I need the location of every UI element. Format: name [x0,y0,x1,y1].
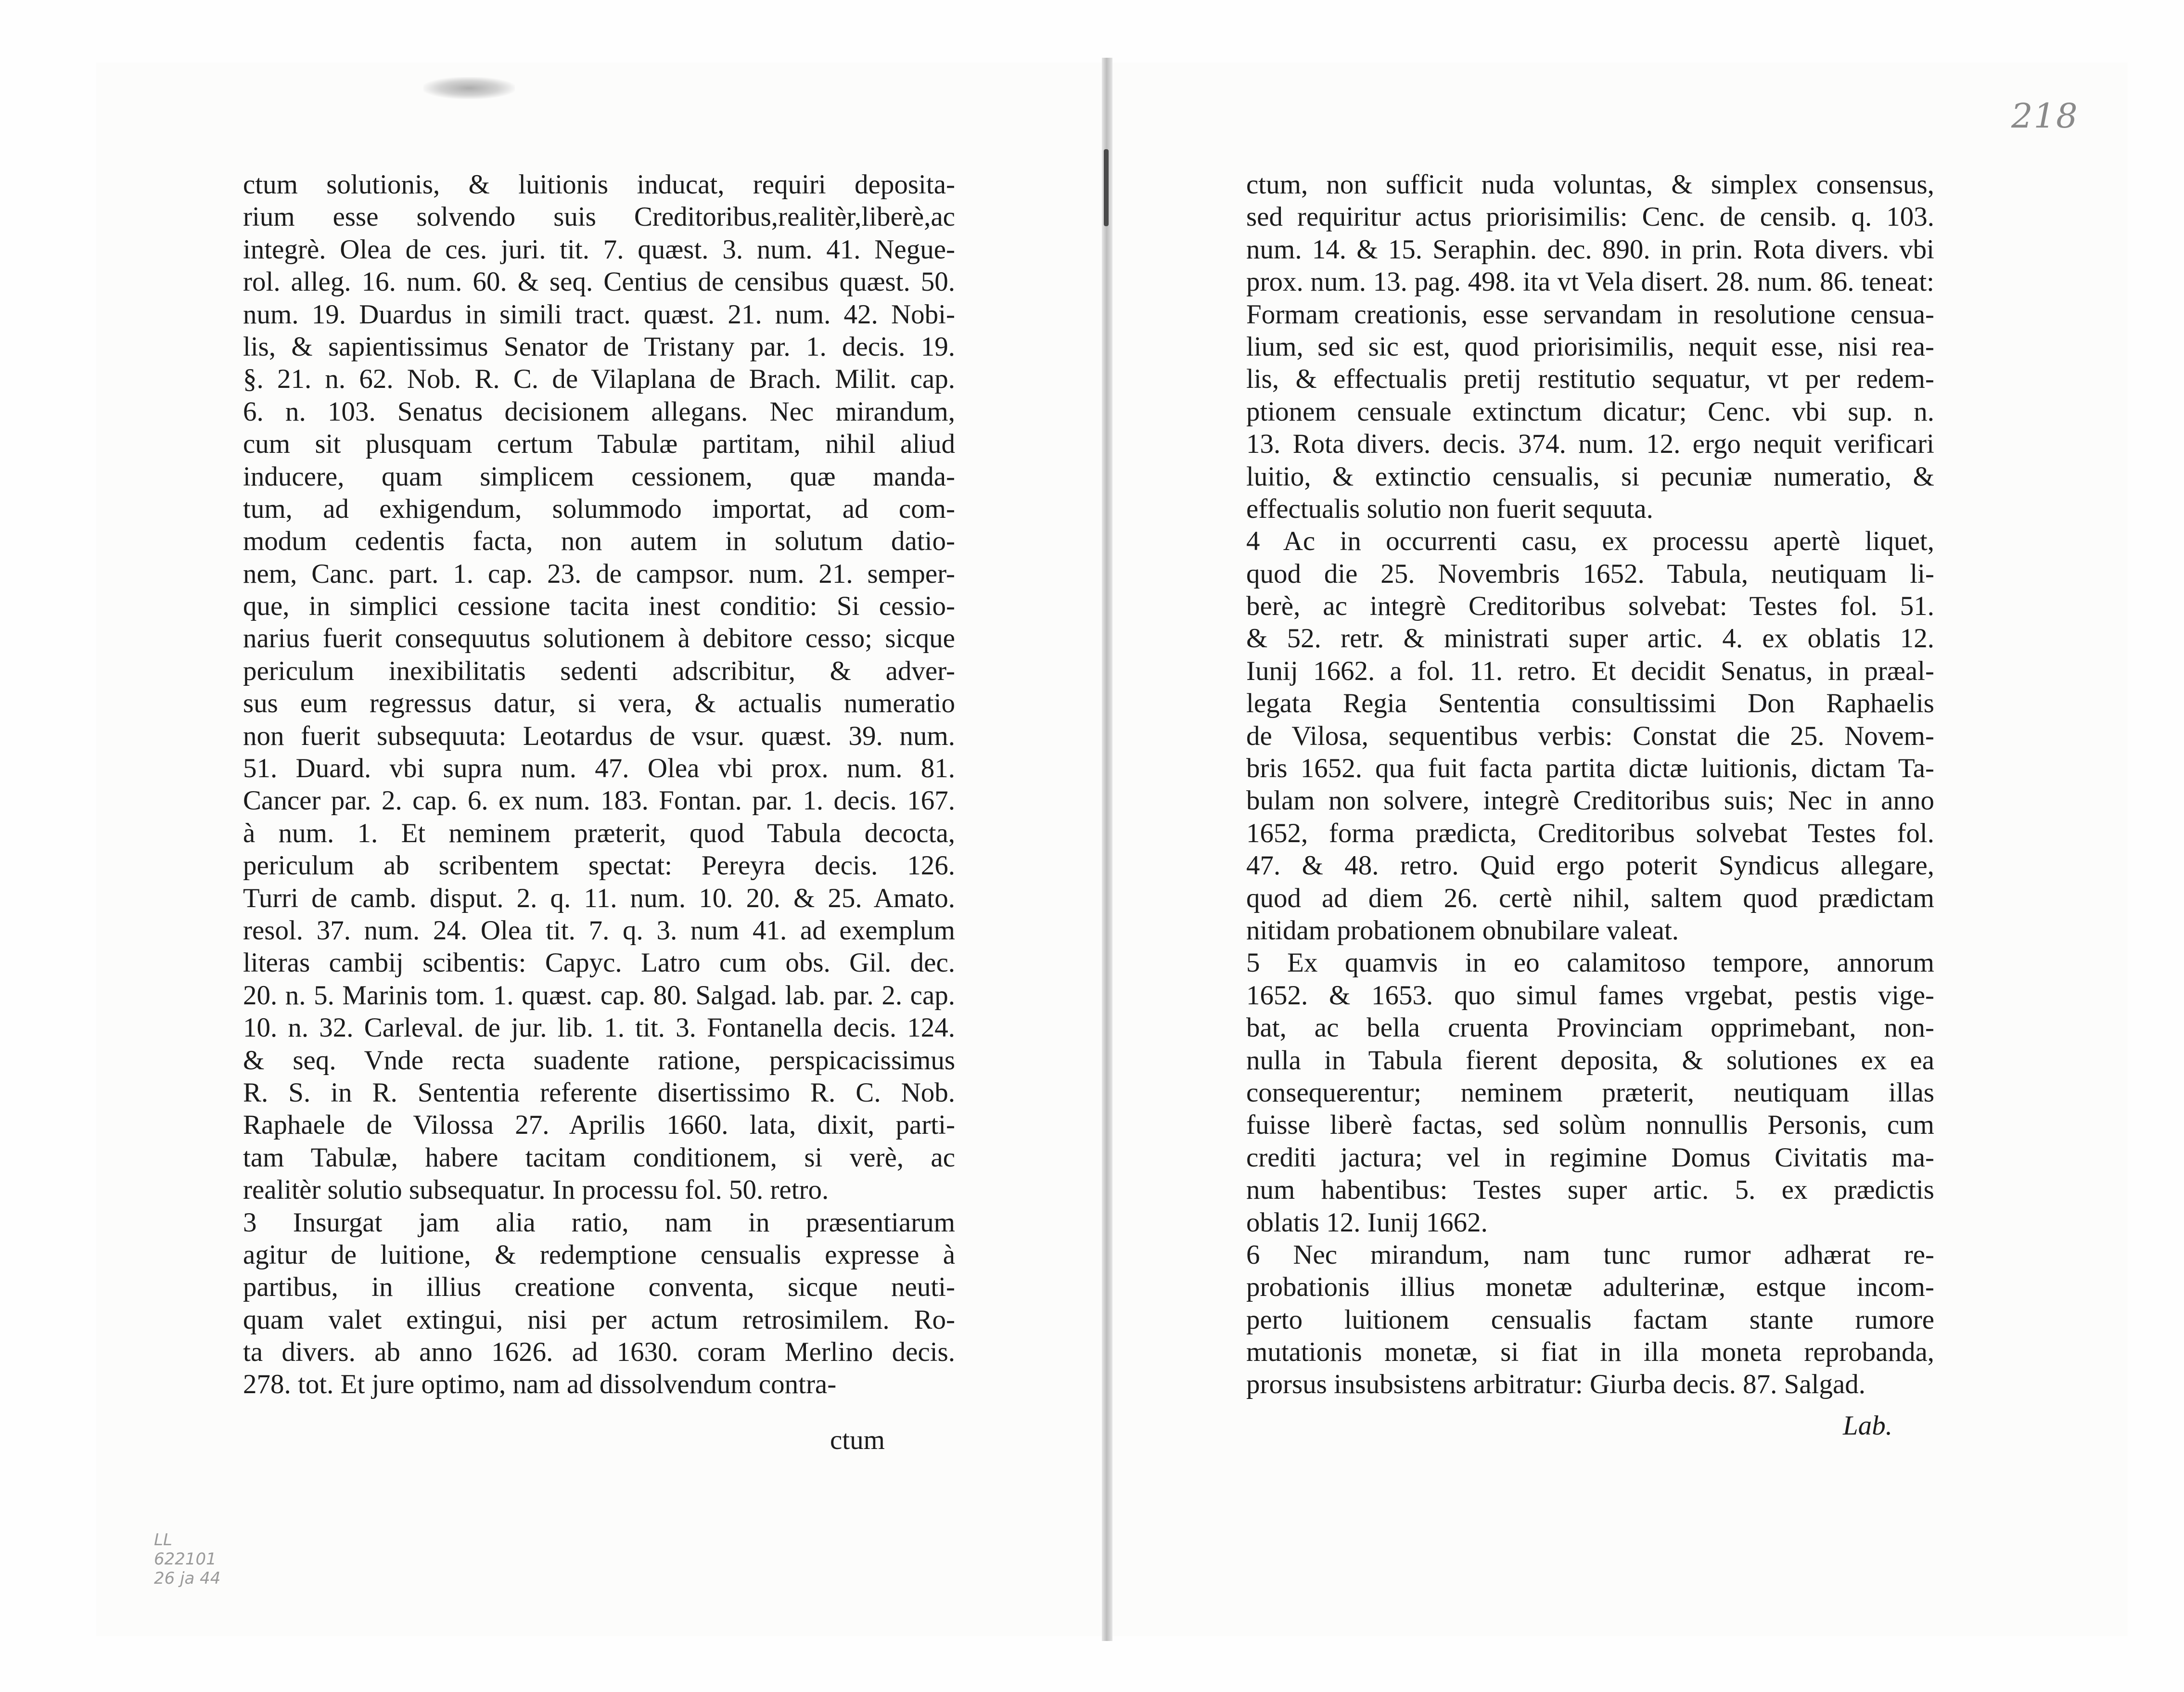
text-line: mutationis monetæ, si fiat in illa moneta reprobanda, [1246,1337,1934,1368]
text-line: consequerentur; neminem præterit, neutiquam illas [1246,1077,1934,1108]
text-line: perto luitionem censualis factam stante rumore [1246,1304,1934,1335]
text-line: sus eum regressus datur, si vera, & actualis numeratio [243,688,955,719]
text-line: lium, sed sic est, quod priorisimilis, nequit esse, nisi rea- [1246,331,1934,362]
text-line: 51. Duard. vbi supra num. 47. Olea vbi prox. num. 81. [243,753,955,784]
text-line: quod die 25. Novembris 1652. Tabula, neutiquam li- [1246,558,1934,589]
text-line: narius fuerit consequutus solutionem à debitore cesso; sicque [243,623,955,654]
text-line: 10. n. 32. Carleval. de jur. lib. 1. tit. 3. Fontanella decis. 124. [243,1013,955,1043]
text-line: Formam creationis, esse servandam in resolutione censua- [1246,299,1934,330]
text-line: prox. num. 13. pag. 498. ita vt Vela disert. 28. num. 86. teneat: [1246,267,1934,297]
text-line: 4 Ac in occurrenti casu, ex processu apertè liquet, [1246,526,1934,557]
text-line: 6. n. 103. Senatus decisionem allegans. Nec mirandum, [243,396,955,427]
text-line: inducere, quam simplicem cessionem, quæ manda- [243,461,955,492]
text-line: crediti jactura; vel in regimine Domus Civitatis ma- [1246,1142,1934,1173]
text-line: legata Regia Sententia consultissimi Don Raphaelis [1246,688,1934,719]
right-catchword: Lab. [1843,1410,1892,1441]
text-line: tum, ad exhigendum, solummodo importat, ad com- [243,493,955,524]
text-line: quod ad diem 26. certè nihil, saltem quod prædictam [1246,883,1934,913]
text-line: de Vilosa, sequentibus verbis: Constat die 25. Novem- [1246,720,1934,751]
text-line: bris 1652. qua fuit facta partita dictæ luitionis, dictam Ta- [1246,753,1934,784]
text-line: que, in simplici cessione tacita inest conditio: Si cessio- [243,591,955,622]
right-text-column [1246,168,1934,1401]
text-line: nitidam probationem obnubilare valeat. [1246,915,1679,946]
text-line: Turri de camb. disput. 2. q. 11. num. 10. 20. & 25. Amato. [243,883,955,913]
text-line: num habentibus: Testes super artic. 5. ex prædictis [1246,1175,1934,1205]
text-line: Raphaele de Vilossa 27. Aprilis 1660. lata, dixit, parti- [243,1110,955,1141]
left-text-column [243,168,955,1401]
text-line: quam valet extingui, nisi per actum retrosimilem. Ro- [243,1304,955,1335]
text-line: tam Tabulæ, habere tacitam conditionem, si verè, ac [243,1142,955,1173]
text-line: lis, & effectualis pretij restitutio sequatur, vt per redem- [1246,364,1934,395]
text-line: prorsus insubsistens arbitratur: Giurba decis. 87. Salgad. [1246,1369,1866,1400]
text-line: periculum inexibilitatis sedenti adscribitur, & adver- [243,655,955,686]
text-line: 13. Rota divers. decis. 374. num. 12. ergo nequit verificari [1246,429,1934,460]
text-line: realitèr solutio subsequatur. In processu fol. 50. retro. [243,1175,829,1205]
text-line: resol. 37. num. 24. Olea tit. 7. q. 3. num 41. ad exemplum [243,915,955,946]
text-line: 3 Insurgat jam alia ratio, nam in præsentiarum [243,1207,955,1238]
text-line: nem, Canc. part. 1. cap. 23. de campsor. num. 21. semper- [243,558,955,589]
text-line: bat, ac bella cruenta Provinciam opprimebant, non- [1246,1013,1934,1043]
text-line: effectualis solutio non fuerit sequuta. [1246,493,1653,524]
text-line: 1652, forma prædicta, Creditoribus solvebat Testes fol. [1246,818,1934,848]
text-line: berè, ac integrè Creditoribus solvebat: Testes fol. 51. [1246,591,1934,622]
text-line: partibus, in illius creatione conventa, sicque neuti- [243,1272,955,1303]
text-line: luitio, & extinctio censualis, si pecuniæ numeratio, & [1246,461,1934,492]
text-line: Iunij 1662. a fol. 11. retro. Et decidit Senatus, in præal- [1246,655,1934,686]
text-line: modum cedentis facta, non autem in solutum datio- [243,526,955,557]
text-line: rium esse solvendo suis Creditoribus,realitèr,liberè,ac [243,202,955,232]
text-line: ctum, non sufficit nuda voluntas, & simplex consensus, [1246,169,1934,200]
text-line: Cancer par. 2. cap. 6. ex num. 183. Fontan. par. 1. decis. 167. [243,785,955,816]
text-line: 5 Ex quamvis in eo calamitoso tempore, annorum [1246,948,1934,978]
text-line: agitur de luitione, & redemptione censualis expresse à [243,1239,955,1270]
text-line: 1652. & 1653. quo simul fames vrgebat, pestis vige- [1246,980,1934,1011]
text-line: ctum solutionis, & luitionis inducat, requiri deposita- [243,169,955,200]
text-line: rol. alleg. 16. num. 60. & seq. Centius de censibus quæst. 50. [243,267,955,297]
text-line: cum sit plusquam certum Tabulæ partitam, nihil aliud [243,429,955,460]
left-catchword: ctum [830,1425,885,1455]
text-line: periculum ab scribentem spectat: Pereyra decis. 126. [243,850,955,881]
ink-smudge [423,77,515,99]
text-line: 47. & 48. retro. Quid ergo poterit Syndicus allegare, [1246,850,1934,881]
text-line: & seq. Vnde recta suadente ratione, perspicacissimus [243,1045,955,1076]
text-line: probationis illius monetæ adulterinæ, estque incom- [1246,1272,1934,1303]
text-line: integrè. Olea de ces. juri. tit. 7. quæst. 3. num. 41. Negue- [243,234,955,265]
text-line: sed requiritur actus priorisimilis: Cenc. de censib. q. 103. [1246,202,1934,232]
folio-number: 218 [2011,96,2079,136]
text-line: à num. 1. Et neminem præterit, quod Tabula decocta, [243,818,955,848]
archive-pencil-note [154,1530,220,1588]
archive-note-line: 26 ja 44 [154,1569,221,1588]
text-line: num. 14. & 15. Seraphin. dec. 890. in prin. Rota divers. vbi [1246,234,1934,265]
text-line: R. S. in R. Sententia referente disertissimo R. C. Nob. [243,1077,955,1108]
text-line: 6 Nec mirandum, nam tunc rumor adhærat re- [1246,1239,1934,1270]
text-line: 20. n. 5. Marinis tom. 1. quæst. cap. 80. Salgad. lab. par. 2. cap. [243,980,955,1011]
archive-note-line: LL [154,1530,172,1550]
text-line: ptionem censuale extinctum dicatur; Cenc. vbi sup. n. [1246,396,1934,427]
text-line: num. 19. Duardus in simili tract. quæst. 21. num. 42. Nobi- [243,299,955,330]
text-line: & 52. retr. & ministrati super artic. 4. ex oblatis 12. [1246,623,1934,654]
text-line: 278. tot. Et jure optimo, nam ad dissolvendum contra- [243,1369,837,1400]
text-line: ta divers. ab anno 1626. ad 1630. coram Merlino decis. [243,1337,955,1368]
text-line: bulam non solvere, integrè Creditoribus suis; Nec in anno [1246,785,1934,816]
text-line: nulla in Tabula fierent deposita, & solutiones ex ea [1246,1045,1934,1076]
book-gutter [1102,58,1112,1641]
gutter-mark [1104,149,1109,226]
archive-note-line: 622101 [154,1550,217,1569]
text-line: non fuerit subsequuta: Leotardus de vsur. quæst. 39. num. [243,720,955,751]
text-line: lis, & sapientissimus Senator de Tristany par. 1. decis. 19. [243,331,955,362]
text-line: §. 21. n. 62. Nob. R. C. de Vilaplana de Brach. Milit. cap. [243,364,955,395]
text-line: fuisse liberè factas, sed solùm nonnullis Personis, cum [1246,1110,1934,1141]
text-line: oblatis 12. Iunij 1662. [1246,1207,1488,1238]
text-line: literas cambij scibentis: Capyc. Latro cum obs. Gil. dec. [243,948,955,978]
